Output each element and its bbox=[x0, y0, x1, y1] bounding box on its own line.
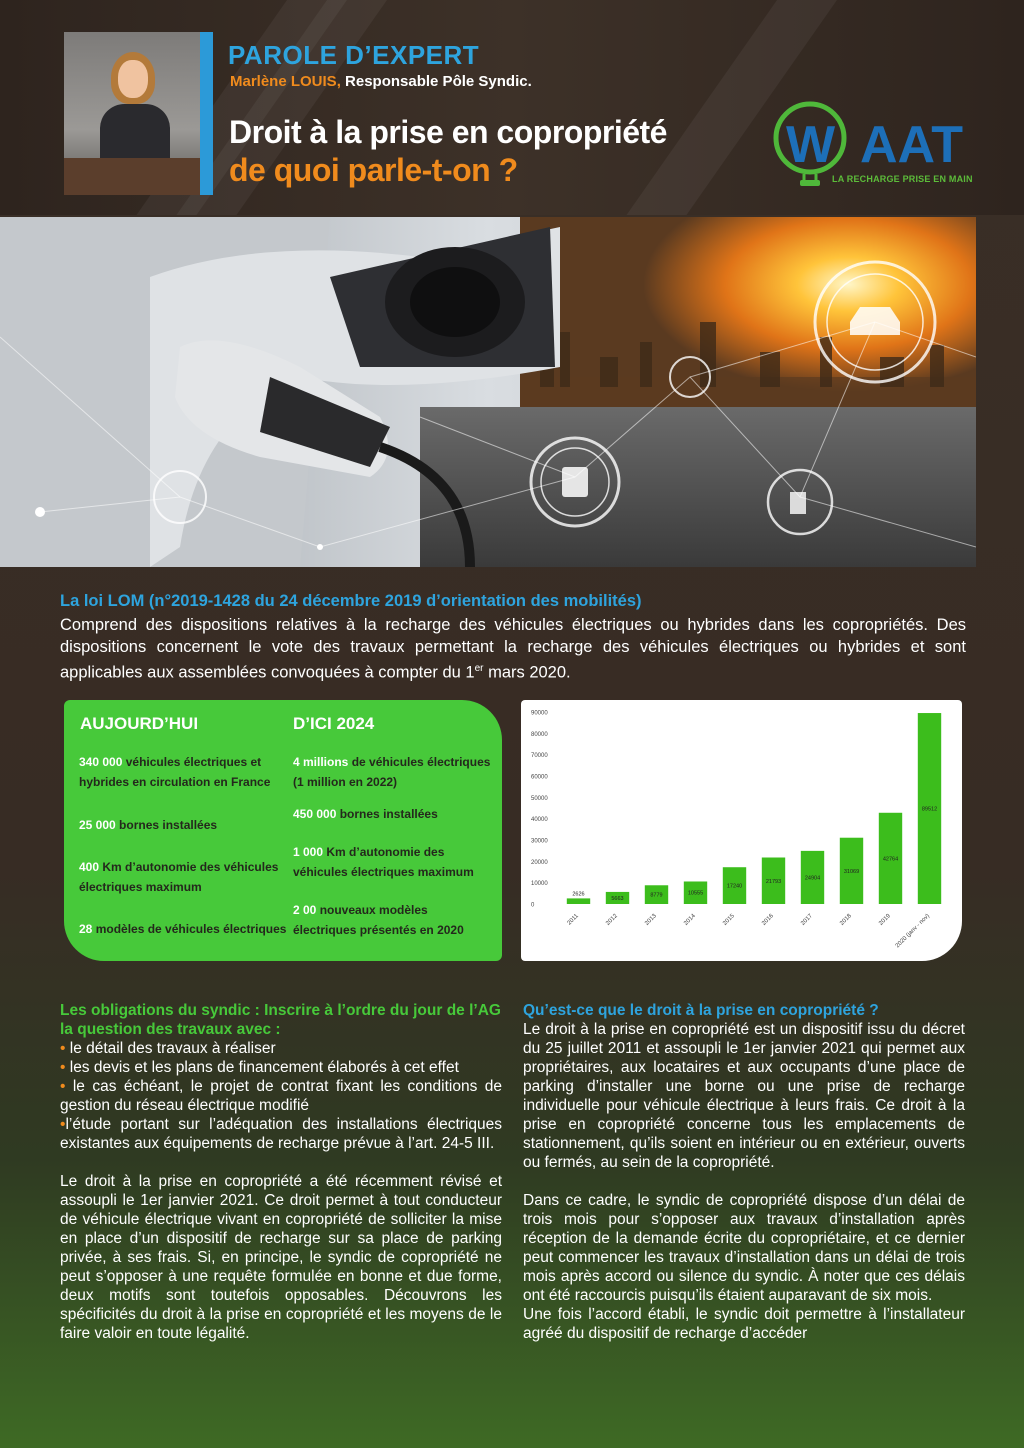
section-kicker: PAROLE D’EXPERT bbox=[228, 40, 480, 70]
law-text-main: Comprend des dispositions relatives à la recharge des véhicules électriques ou hybrides dans les copropriétés. Des dispositions concernent le vote des travaux permettant la recharge des véhicules électriques ou hybrides et sont applicables aux assemblées convoquées à compter du 1 bbox=[60, 616, 966, 682]
stat-number: 2 00 bbox=[293, 903, 317, 917]
author-name: Marlène LOUIS, bbox=[230, 73, 341, 90]
law-text-end: mars 2020. bbox=[483, 663, 571, 682]
stat-number: 28 bbox=[79, 922, 93, 936]
law-text bbox=[60, 614, 966, 684]
stat-number: 400 bbox=[79, 860, 100, 874]
page-subtitle: de quoi parle-t-on ? bbox=[229, 152, 518, 188]
stat-today-1 bbox=[79, 752, 279, 792]
obligation-text: les devis et les plans de financement élaborés à cet effet bbox=[65, 1059, 459, 1076]
stat-today-2 bbox=[79, 815, 279, 835]
logo-tagline: LA RECHARGE PRISE EN MAIN bbox=[832, 174, 973, 184]
stat-text: Km d’autonomie des véhicules électriques maximum bbox=[79, 860, 279, 894]
y-tick-label: 70000 bbox=[531, 753, 548, 760]
right-column bbox=[523, 1001, 965, 1343]
bar bbox=[567, 898, 590, 904]
x-tick-label: 2013 bbox=[644, 913, 658, 927]
y-tick-label: 90000 bbox=[531, 710, 548, 717]
x-tick-label: 2016 bbox=[761, 913, 775, 927]
y-tick-label: 10000 bbox=[531, 881, 548, 888]
x-tick-label: 2012 bbox=[605, 913, 619, 927]
bar-value-label: 8779 bbox=[650, 892, 663, 899]
stats-2024-heading: D’ICI 2024 bbox=[293, 714, 375, 733]
left-column bbox=[60, 1001, 502, 1343]
obligation-item bbox=[60, 1077, 502, 1115]
stats-today-heading: AUJOURD’HUI bbox=[80, 714, 199, 733]
y-tick-label: 60000 bbox=[531, 774, 548, 781]
y-tick-label: 20000 bbox=[531, 859, 548, 866]
bullet-glyph: • bbox=[60, 1116, 66, 1133]
chart-card bbox=[521, 700, 962, 961]
expert-portrait bbox=[64, 32, 200, 195]
right-paragraph-1: Le droit à la prise en copropriété est un dispositif issu du décret du 25 juillet 2011 et assoupli le 1er janvier 2021 qui permet aux propriétaires, aux locataires et aux occupants d’une place de parking d’installer une borne ou une prise de recharge individuelle pour véhicule électrique à leurs frais. Ce droit à la prise en copropriété concerne tous les emplacements de stationnement, qu’ils soient en intérieur ou en extérieur, ouverts ou fermés, au sein de la copropriété. bbox=[523, 1021, 965, 1171]
obligation-item bbox=[60, 1058, 502, 1077]
obligation-text: le cas échéant, le projet de contrat fixant les conditions de gestion du réseau électrique modifié bbox=[60, 1078, 502, 1114]
bullet-glyph: • bbox=[60, 1040, 66, 1057]
law-heading: La loi LOM (n°2019-1428 du 24 décembre 2019 d’orientation des mobilités) bbox=[60, 592, 642, 610]
y-tick-label: 80000 bbox=[531, 731, 548, 738]
x-tick-label: 2018 bbox=[839, 913, 853, 927]
stat-text: Km d’autonomie des véhicules électriques maximum bbox=[293, 845, 474, 879]
stat-today-4 bbox=[79, 919, 289, 939]
bar-value-label: 42764 bbox=[882, 856, 899, 863]
stat-today-3 bbox=[79, 857, 279, 897]
x-tick-label: 2011 bbox=[566, 913, 580, 927]
y-tick-label: 30000 bbox=[531, 838, 548, 845]
stat-text: nouveaux modèles électriques présentés en 2020 bbox=[293, 903, 464, 937]
law-text-sup: er bbox=[474, 663, 484, 674]
logo-w: W bbox=[786, 116, 836, 174]
stat-text: modèles de véhicules électriques bbox=[92, 922, 287, 936]
logo-aat: AAT bbox=[860, 116, 964, 174]
accent-bar bbox=[200, 32, 213, 195]
y-tick-label: 0 bbox=[531, 902, 535, 909]
x-tick-label: 2015 bbox=[722, 913, 736, 927]
intro-paragraph: Le droit à la prise en copropriété a été récemment révisé et assoupli le 1er janvier 2021. Ce droit permet à tout conducteur de véhicule électrique vivant en copropriété de solliciter la mise en place d’un dispositif de recharge sur sa place de parking privée, à ses frais. Si, en principe, le syndic de copropriété ne peut s’opposer à une requête formulée en bonne et due forme, deux motifs sont toutefois opposables. Découvrons les spécificités du droit à la prise en copropriété et les moyens de le faire valoir en toute légalité. bbox=[60, 1173, 502, 1342]
stat-number: 4 millions bbox=[293, 755, 349, 769]
stat-number: 340 000 bbox=[79, 755, 123, 769]
y-tick-label: 40000 bbox=[531, 817, 548, 824]
x-tick-label: 2019 bbox=[878, 913, 892, 927]
bar-value-label: 24904 bbox=[804, 875, 821, 882]
x-tick-label: 2017 bbox=[800, 913, 814, 927]
stat-text: de véhicules électriques (1 million en 2022) bbox=[293, 755, 491, 789]
ev-sales-bar-chart bbox=[521, 700, 962, 961]
stat-number: 25 000 bbox=[79, 818, 116, 832]
author-line bbox=[230, 73, 532, 90]
y-tick-label: 50000 bbox=[531, 795, 548, 802]
page-title: Droit à la prise en copropriété bbox=[229, 114, 667, 150]
x-tick-label: 2020 (janv - nov) bbox=[894, 913, 931, 950]
stat-2024-1 bbox=[293, 752, 493, 792]
stat-text: véhicules électriques et hybrides en circulation en France bbox=[79, 755, 271, 789]
stat-2024-4 bbox=[293, 900, 493, 940]
x-tick-label: 2014 bbox=[683, 913, 697, 927]
obligation-item bbox=[60, 1039, 502, 1058]
obligations-heading: Les obligations du syndic : Inscrire à l’ordre du jour de l’AG la question des travaux avec : bbox=[60, 1002, 501, 1038]
right-heading: Qu’est-ce que le droit à la prise en copropriété ? bbox=[523, 1002, 879, 1019]
bar-value-label: 10555 bbox=[687, 890, 704, 897]
obligation-text: l’étude portant sur l’adéquation des installations électriques existantes aux équipements de recharge prévue à l’art. 24-5 III. bbox=[60, 1116, 502, 1152]
stat-text: bornes installées bbox=[336, 807, 438, 821]
bar-value-label: 5663 bbox=[611, 895, 624, 902]
author-role: Responsable Pôle Syndic. bbox=[345, 73, 532, 90]
obligation-text: le détail des travaux à réaliser bbox=[65, 1040, 276, 1057]
bar-value-label: 2626 bbox=[572, 891, 585, 898]
stats-box bbox=[64, 700, 502, 961]
right-paragraph-3: Une fois l’accord établi, le syndic doit permettre à l’installateur agréé du dispositif de recharge d’accéder bbox=[523, 1306, 965, 1342]
obligation-item bbox=[60, 1115, 502, 1153]
bar-value-label: 31069 bbox=[843, 868, 860, 875]
bar-value-label: 89512 bbox=[921, 806, 938, 813]
article-header bbox=[0, 0, 1024, 215]
right-paragraph-2: Dans ce cadre, le syndic de copropriété dispose d’un délai de trois mois pour s’opposer aux travaux d’installation après réception de la demande écrite du copropriétaire, et ce dernier peut commencer les travaux d’installation dans un délai de trois mois après accord ou silence du syndic. À noter que ces délais ont été raccourcis puisqu’ils étaient auparavant de six mois. bbox=[523, 1192, 965, 1304]
stat-text: bornes installées bbox=[115, 818, 218, 832]
bullet-glyph: • bbox=[60, 1078, 66, 1095]
stat-number: 1 000 bbox=[293, 845, 324, 859]
stat-number: 450 000 bbox=[293, 807, 337, 821]
stat-2024-2 bbox=[293, 804, 493, 824]
bar-value-label: 17240 bbox=[726, 883, 743, 890]
bullet-glyph: • bbox=[60, 1059, 66, 1076]
hero-ev-charging-image bbox=[0, 217, 976, 567]
bar-value-label: 21793 bbox=[765, 878, 782, 885]
stat-2024-3 bbox=[293, 842, 493, 882]
